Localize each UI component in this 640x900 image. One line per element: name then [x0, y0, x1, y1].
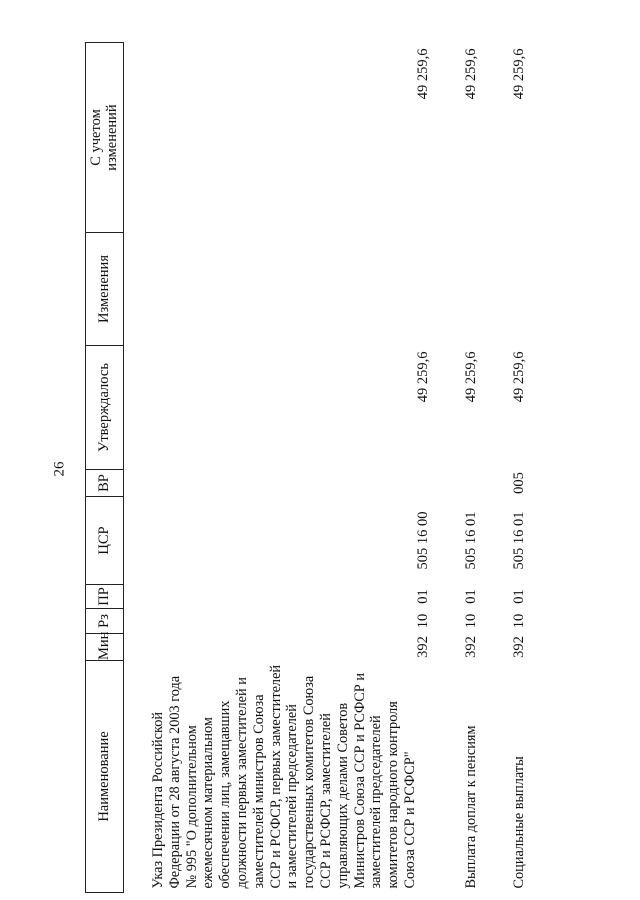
cell-rz: 10 [463, 613, 479, 629]
cell-name: Указ Президента Российской Федерации от 28 августа 2003 года № 995 "О дополнительном ежемесячном материальном обеспечении лиц, замещавших должности первых заместителей и заместителей министров Союза ССР и РСФСР, первых заместителей и заместителей председателей государственных комитетов Союза ССР и РСФСР, заместителей управляющих делами Советов Министров Союза ССР и РСФСР и заместителей председателей комитетов народного контроля Союза ССР и РСФСР" [150, 664, 418, 889]
page-number-text: 26 [51, 461, 68, 477]
cell-approved: 49 259,6 [463, 351, 479, 403]
cell-changes [438, 233, 486, 346]
cell-csr: 505 16 00 [415, 511, 431, 570]
table-row [486, 43, 534, 893]
cell-with-changes: 49 259,6 [463, 48, 479, 100]
cell-min: 392 [463, 636, 479, 658]
header-approved: Утверждалось [86, 346, 124, 470]
cell-min: 392 [415, 636, 431, 658]
table-row [124, 43, 439, 893]
cell-csr: 505 16 01 [511, 511, 527, 570]
cell-csr: 505 16 01 [463, 511, 479, 570]
cell-with-changes: 49 259,6 [415, 48, 431, 100]
cell-changes [124, 233, 439, 346]
rotated-table-container [85, 43, 570, 893]
cell-min: 392 [511, 636, 527, 658]
header-name: Наименование [86, 661, 124, 893]
header-with-changes: С учетом изменений [86, 43, 124, 233]
cell-vr: 005 [511, 472, 527, 494]
cell-name: Выплата доплат к пенсиям [463, 725, 480, 889]
cell-vr [438, 470, 486, 497]
cell-vr [124, 470, 439, 497]
cell-approved: 49 259,6 [415, 351, 431, 403]
budget-table [85, 42, 534, 893]
cell-rz: 10 [415, 613, 431, 629]
cell-with-changes: 49 259,6 [511, 48, 527, 100]
table-row [438, 43, 486, 893]
cell-rz: 10 [511, 613, 527, 629]
header-rz: Рз [86, 609, 124, 634]
cell-approved: 49 259,6 [511, 351, 527, 403]
cell-pr: 01 [511, 589, 527, 604]
cell-name: Социальные выплаты [511, 756, 528, 889]
header-min: Мин [86, 634, 124, 661]
cell-changes [486, 233, 534, 346]
header-vr: ВР [86, 470, 124, 497]
header-csr: ЦСР [86, 497, 124, 585]
page-number [53, 454, 67, 484]
cell-pr: 01 [415, 589, 431, 604]
cell-pr: 01 [463, 589, 479, 604]
header-changes: Изменения [86, 233, 124, 346]
header-pr: ПР [86, 585, 124, 609]
table-header-row [86, 43, 124, 893]
